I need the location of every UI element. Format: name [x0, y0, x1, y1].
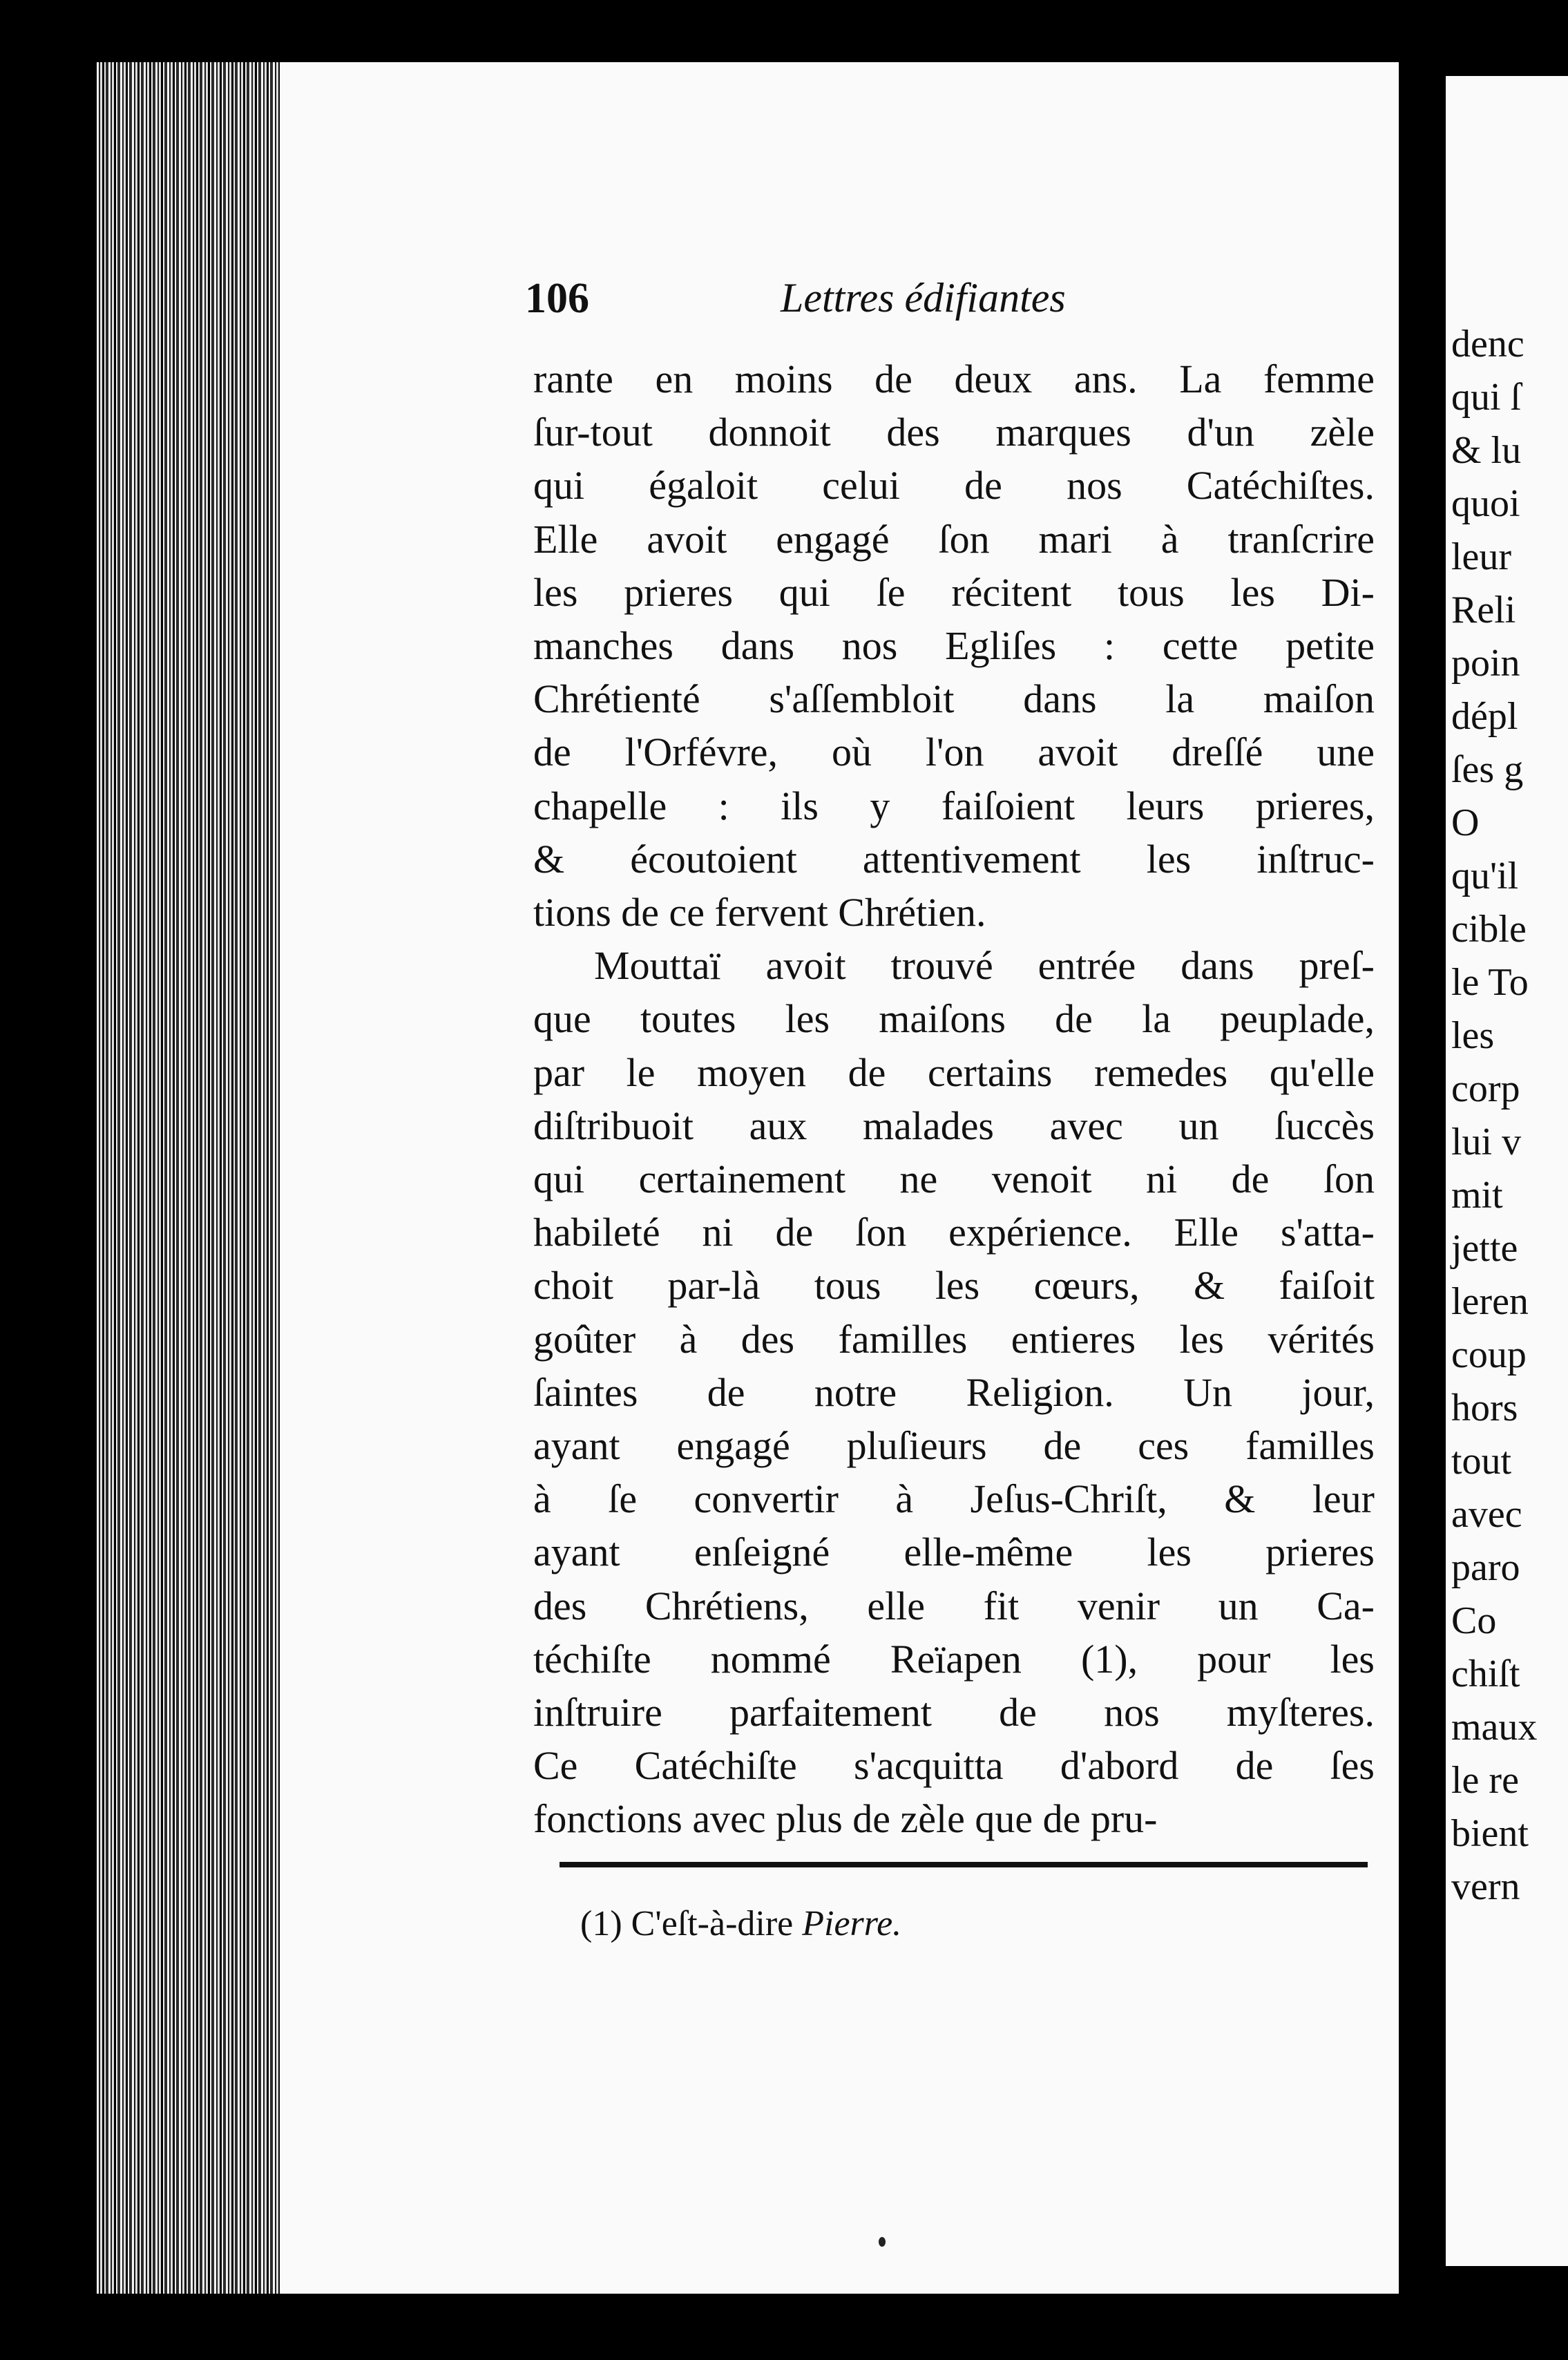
text-line: tions de ce fervent Chrétien.: [533, 890, 986, 935]
right-page-line: qu'il: [1451, 855, 1519, 897]
right-page-line: hors: [1451, 1387, 1518, 1429]
right-page-line: maux: [1451, 1706, 1538, 1749]
text-line: par le moyen de certains remedes qu'elle: [533, 1049, 1375, 1095]
running-header: [525, 274, 1202, 330]
text-line: rante en moins de deux ans. La femme: [533, 356, 1375, 401]
text-line: Mouttaï avoit trouvé entrée dans preſ-: [594, 943, 1375, 989]
footnote-marker: (1): [580, 1904, 622, 1943]
right-page-line: avec: [1451, 1493, 1522, 1536]
right-page-line: Reli: [1451, 589, 1516, 631]
text-line: qui égaloit celui de nos Catéchiſtes.: [533, 463, 1375, 508]
text-line: inſtruire parfaitement de nos myſteres.: [533, 1690, 1375, 1735]
text-line: les prieres qui ſe récitent tous les Di-: [533, 569, 1375, 615]
right-page-line: poin: [1451, 642, 1520, 685]
text-line: Chrétienté s'aſſembloit dans la maiſon: [533, 676, 1375, 722]
text-line: à ſe convertir à Jeſus-Chriſt, & leur: [533, 1476, 1375, 1522]
ink-speck: [879, 2237, 886, 2247]
right-page-line: dépl: [1451, 695, 1518, 738]
text-line: goûter à des familles entieres les vérités: [533, 1316, 1375, 1362]
text-line: que toutes les maiſons de la peuplade,: [533, 996, 1375, 1042]
text-line: ſaintes de notre Religion. Un jour,: [533, 1369, 1375, 1415]
right-page-line: le To: [1451, 961, 1529, 1004]
right-page-line: qui ſ: [1451, 376, 1522, 419]
right-page-line: bient: [1451, 1812, 1529, 1855]
right-page-fragment: [1446, 76, 1568, 2266]
text-line: Elle avoit engagé ſon mari à tranſcrire: [533, 516, 1375, 562]
right-page-line: le re: [1451, 1759, 1519, 1802]
text-line: Ce Catéchiſte s'acquitta d'abord de ſes: [533, 1743, 1375, 1789]
right-page-line: lui v: [1451, 1121, 1522, 1163]
right-page-line: vern: [1451, 1865, 1520, 1908]
book-page-edges: [97, 62, 283, 2294]
text-line: diſtribuoit aux malades avec un ſuccès: [533, 1103, 1375, 1148]
right-page-line: mit: [1451, 1174, 1503, 1217]
right-page-line: leur: [1451, 535, 1512, 578]
text-line: qui certainement ne venoit ni de ſon: [533, 1157, 1375, 1201]
footnote-rule: [560, 1862, 1368, 1867]
footnote: [580, 1903, 901, 1944]
right-page-line: cible: [1451, 908, 1527, 951]
right-page-line: chiſt: [1451, 1653, 1520, 1695]
text-line: ayant enſeigné elle-même les prieres: [533, 1530, 1375, 1575]
right-page-line: & lu: [1451, 429, 1522, 472]
right-page-line: les: [1451, 1014, 1495, 1057]
right-page-line: denc: [1451, 323, 1524, 365]
right-page-line: coup: [1451, 1333, 1527, 1376]
right-page-line: corp: [1451, 1067, 1520, 1110]
text-line: des Chrétiens, elle fit venir un Ca-: [533, 1583, 1375, 1628]
text-line: téchiſte nommé Reïapen (1), pour les: [533, 1636, 1375, 1682]
page-number: 106: [525, 275, 589, 322]
right-page-line: tout: [1451, 1440, 1512, 1483]
right-page-line: O: [1451, 801, 1480, 844]
text-line: & écoutoient attentivement les inſtruc-: [533, 836, 1375, 882]
text-line: fonctions avec plus de zèle que de pru-: [533, 1796, 1158, 1842]
text-line: ſur-tout donnoit des marques d'un zèle: [533, 410, 1375, 455]
footnote-name: Pierre.: [802, 1904, 902, 1943]
text-line: ayant engagé pluſieurs de ces familles: [533, 1423, 1375, 1468]
right-page-line: leren: [1451, 1280, 1529, 1323]
right-page-line: Co: [1451, 1599, 1497, 1642]
right-page-line: ſes g: [1451, 748, 1524, 791]
running-title: Lettres édifiantes: [781, 275, 1066, 321]
text-line: habileté ni de ſon expérience. Elle s'atta-: [533, 1210, 1375, 1255]
book-gutter: [1399, 76, 1446, 2266]
right-page-line: jette: [1451, 1227, 1518, 1270]
text-line: de l'Orfévre, où l'on avoit dreſſé une: [533, 730, 1375, 775]
text-line: manches dans nos Egliſes : cette petite: [533, 623, 1375, 668]
text-line: chapelle : ils y faiſoient leurs prieres,: [533, 783, 1375, 828]
text-line: choit par-là tous les cœurs, & faiſoit: [533, 1263, 1375, 1309]
footnote-text: C'eſt-à-dire: [631, 1904, 794, 1943]
right-page-line: quoi: [1451, 482, 1520, 525]
right-page-line: paro: [1451, 1546, 1520, 1589]
